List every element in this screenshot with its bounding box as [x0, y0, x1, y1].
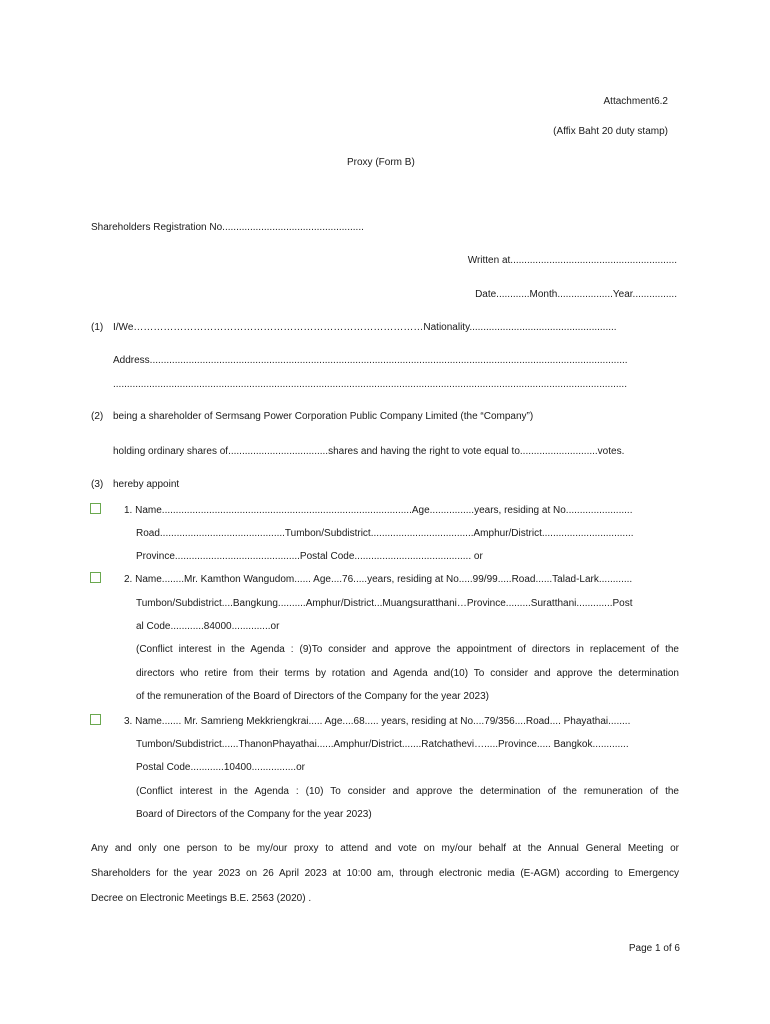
proxy-2-conflict-line-3: of the remuneration of the Board of Directors of the Company for the year 2023)	[136, 691, 489, 702]
proxy-1-address-field[interactable]: Road.............................................Tumbon/Subdistrict.....................................Amphur/District.................................	[136, 528, 634, 539]
section-1-number: (1)	[91, 322, 104, 333]
closing-line-3: Decree on Electronic Meetings B.E. 2563 (2020) .	[91, 893, 312, 904]
proxy-2-address-line: Tumbon/Subdistrict....Bangkung..........Amphur/District...Muangsuratthani…Province.........Suratthani.............Post	[136, 598, 633, 609]
registration-number-field[interactable]: Shareholders Registration No...................................................	[91, 222, 364, 233]
proxy-3-postal-line: Postal Code............10400................or	[136, 762, 305, 773]
form-title: Proxy (Form B)	[347, 157, 415, 168]
shareholder-statement: being a shareholder of Sermsang Power Corporation Public Company Limited (the “Company”)	[113, 411, 534, 422]
address-field-line-1[interactable]: Address............................................................................................................................................................................	[113, 355, 628, 366]
proxy-2-checkbox[interactable]	[90, 572, 101, 583]
section-2-number: (2)	[91, 411, 104, 422]
proxy-2-name-line: 2. Name........Mr. Kamthon Wangudom...... Age....76.....years, residing at No.....99/99.....Road......Talad-Lark............	[124, 574, 633, 585]
shares-votes-field[interactable]: holding ordinary shares of....................................shares and having the right to vote equal to............................votes.	[113, 446, 625, 457]
appoint-label: hereby appoint	[113, 479, 180, 490]
proxy-2-postal-line: al Code............84000..............or	[136, 621, 280, 632]
page-number: Page 1 of 6	[628, 943, 680, 954]
stamp-note: (Affix Baht 20 duty stamp)	[553, 126, 668, 137]
proxy-1-province-field[interactable]: Province.............................................Postal Code.......................................... or	[136, 551, 483, 562]
proxy-1-name-field[interactable]: 1. Name..........................................................................................Age................years, residing at No........................	[124, 505, 633, 516]
proxy-2-conflict-line-2: directors who retire from their terms by rotation and Agenda and(10) To consider and approve the determination	[136, 668, 679, 679]
proxy-2-conflict-line-1: (Conflict interest in the Agenda : (9)To consider and approve the appointment of directors in replacement of the	[136, 644, 679, 655]
proxy-3-conflict-line-2: Board of Directors of the Company for the year 2023)	[136, 809, 372, 820]
proxy-3-conflict-line-1: (Conflict interest in the Agenda : (10) To consider and approve the determination of the remuneration of the	[136, 786, 679, 797]
written-at-field[interactable]: Written at............................................................	[467, 255, 677, 266]
name-nationality-field[interactable]: I/We……………………………………………………………………………Nationality.....................................................	[113, 322, 617, 333]
proxy-1-checkbox[interactable]	[90, 503, 101, 514]
closing-line-2: Shareholders for the year 2023 on 26 April 2023 at 10:00 am, through electronic media (E-AGM) according to Emergency	[91, 868, 679, 879]
proxy-3-address-line: Tumbon/Subdistrict......ThanonPhayathai......Amphur/District.......Ratchathevi….....Province..... Bangkok.............	[136, 739, 629, 750]
date-field[interactable]: Date............Month....................Year................	[475, 289, 677, 300]
section-3-number: (3)	[91, 479, 104, 490]
closing-line-1: Any and only one person to be my/our proxy to attend and vote on my/our behalf at the Annual General Meeting or	[91, 843, 679, 854]
proxy-3-name-line: 3. Name....... Mr. Samrieng Mekkriengkrai..... Age....68..... years, residing at No....79/356....Road.... Phayathai........	[124, 716, 631, 727]
proxy-3-checkbox[interactable]	[90, 714, 101, 725]
address-field-line-2[interactable]: .........................................................................................................................................................................................	[113, 379, 627, 390]
attachment-label: Attachment6.2	[603, 96, 668, 107]
